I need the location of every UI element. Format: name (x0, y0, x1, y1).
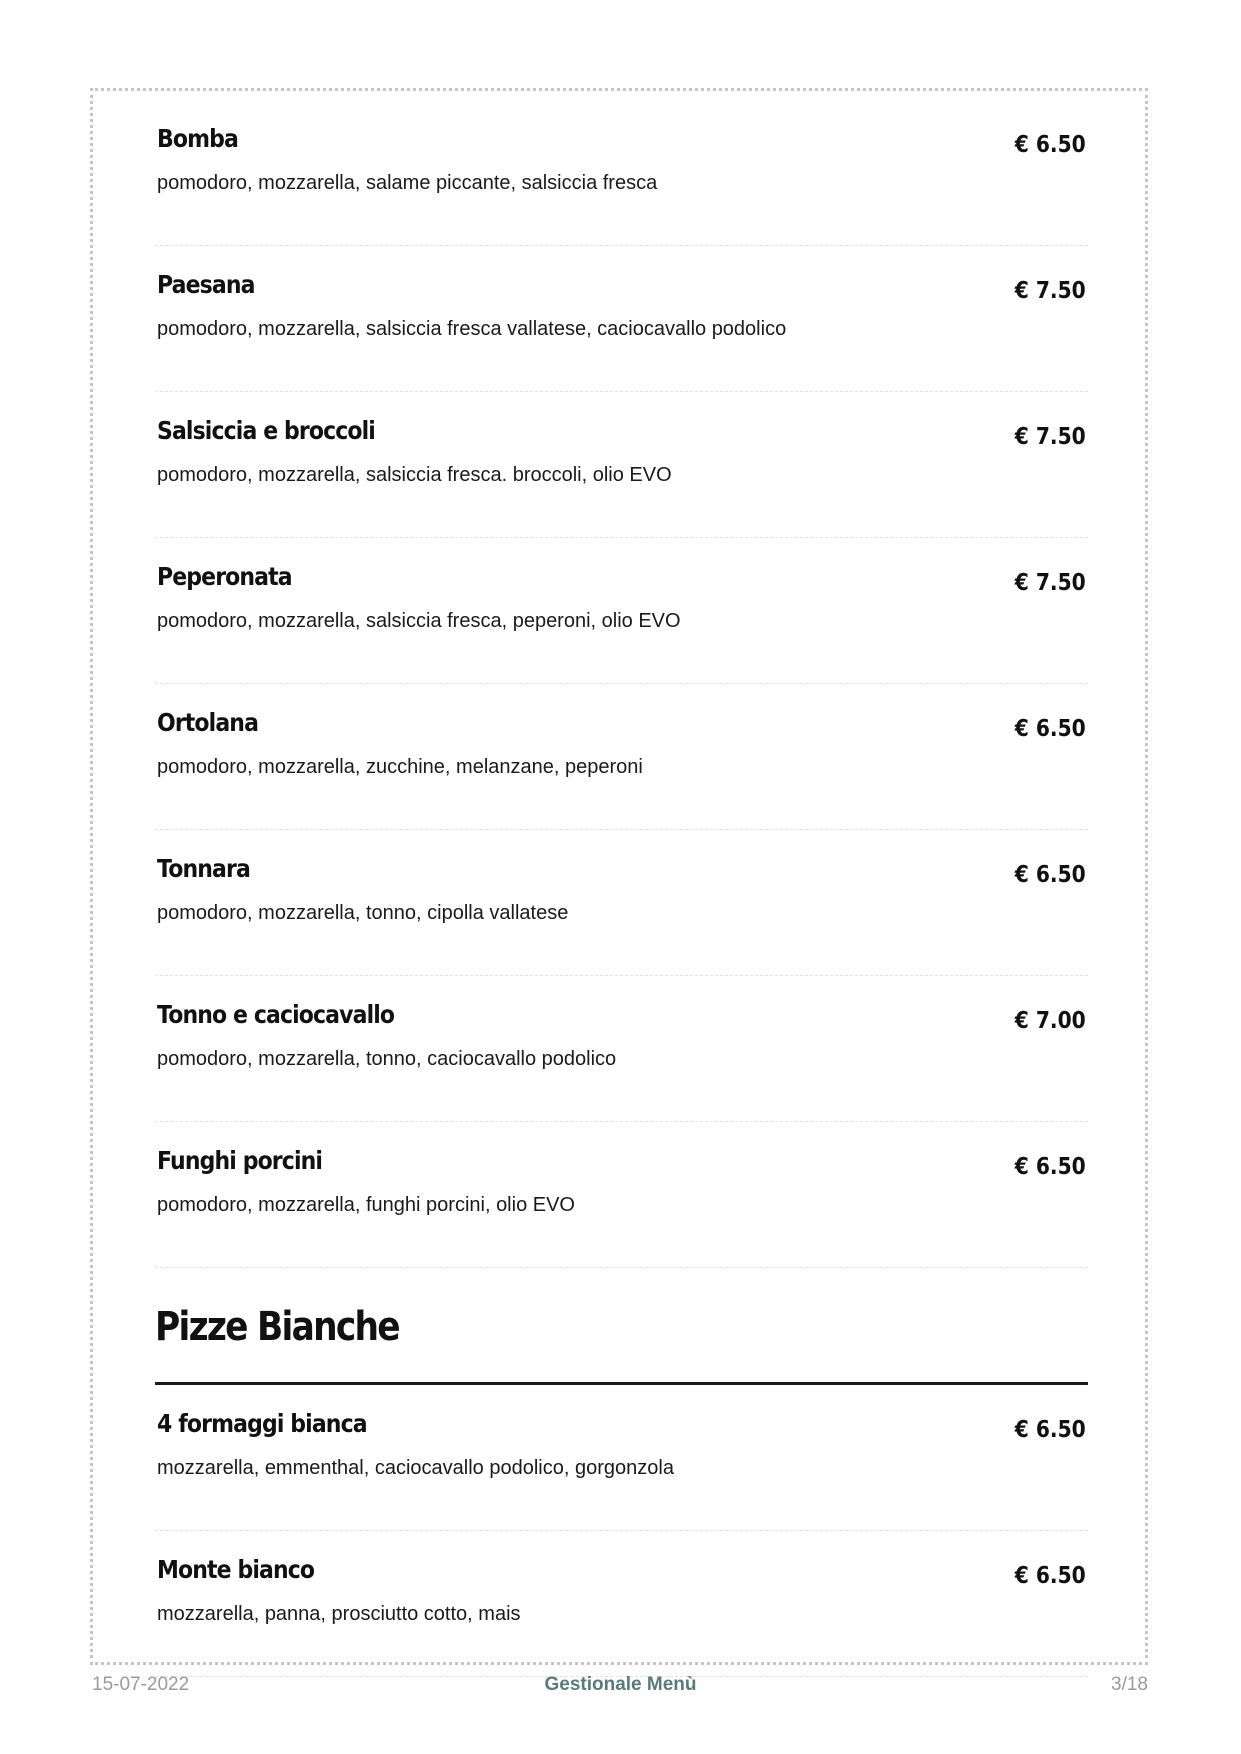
section-header-pizze-bianche (155, 1268, 1088, 1385)
menu-item-tonnara (155, 830, 1088, 976)
menu-item-price: € 6.50 (1014, 132, 1086, 158)
menu-item-name: 4 formaggi bianca (157, 1409, 367, 1438)
menu-item-bomba (155, 100, 1088, 246)
menu-item-monte-bianco (155, 1531, 1088, 1677)
menu-item-name: Salsiccia e broccoli (157, 416, 375, 445)
menu-item-peperonata (155, 538, 1088, 684)
menu-item-description: mozzarella, panna, prosciutto cotto, mais (157, 1603, 521, 1625)
menu-item-price: € 6.50 (1014, 716, 1086, 742)
menu-item-salsiccia-e-broccoli (155, 392, 1088, 538)
menu-item-price: € 6.50 (1014, 1154, 1086, 1180)
menu-content (155, 100, 1088, 1677)
menu-item-description: pomodoro, mozzarella, tonno, cipolla vallatese (157, 902, 569, 924)
menu-item-funghi-porcini (155, 1122, 1088, 1268)
menu-item-name: Funghi porcini (157, 1146, 323, 1175)
menu-item-price: € 6.50 (1014, 862, 1086, 888)
menu-item-description: pomodoro, mozzarella, salame piccante, salsiccia fresca (157, 172, 658, 194)
menu-item-description: pomodoro, mozzarella, salsiccia fresca, peperoni, olio EVO (157, 610, 681, 632)
menu-item-description: pomodoro, mozzarella, salsiccia fresca vallatese, caciocavallo podolico (157, 318, 787, 340)
menu-item-paesana (155, 246, 1088, 392)
menu-item-description: mozzarella, emmenthal, caciocavallo podolico, gorgonzola (157, 1457, 674, 1479)
menu-item-description: pomodoro, mozzarella, salsiccia fresca. broccoli, olio EVO (157, 464, 672, 486)
menu-item-price: € 6.50 (1014, 1563, 1086, 1589)
menu-item-name: Paesana (157, 270, 255, 299)
menu-item-price: € 7.50 (1014, 424, 1086, 450)
menu-item-name: Bomba (157, 124, 239, 153)
menu-item-price: € 6.50 (1014, 1417, 1086, 1443)
menu-item-description: pomodoro, mozzarella, zucchine, melanzane, peperoni (157, 756, 643, 778)
page-footer (0, 1674, 1241, 1704)
menu-item-name: Tonno e caciocavallo (157, 1000, 395, 1029)
menu-item-name: Monte bianco (157, 1555, 315, 1584)
menu-item-name: Ortolana (157, 708, 259, 737)
menu-item-description: pomodoro, mozzarella, tonno, caciocavallo podolico (157, 1048, 617, 1070)
menu-item-name: Tonnara (157, 854, 250, 883)
menu-item-description: pomodoro, mozzarella, funghi porcini, olio EVO (157, 1194, 575, 1216)
footer-date: 15-07-2022 (92, 1674, 190, 1695)
footer-page-number: 3/18 (1111, 1674, 1148, 1695)
menu-item-4-formaggi-bianca (155, 1385, 1088, 1531)
menu-item-name: Peperonata (157, 562, 292, 591)
menu-item-price: € 7.00 (1014, 1008, 1086, 1034)
menu-item-ortolana (155, 684, 1088, 830)
section-title: Pizze Bianche (155, 1304, 399, 1350)
menu-item-price: € 7.50 (1014, 570, 1086, 596)
menu-item-tonno-e-caciocavallo (155, 976, 1088, 1122)
menu-item-price: € 7.50 (1014, 278, 1086, 304)
footer-app-name: Gestionale Menù (544, 1674, 697, 1695)
